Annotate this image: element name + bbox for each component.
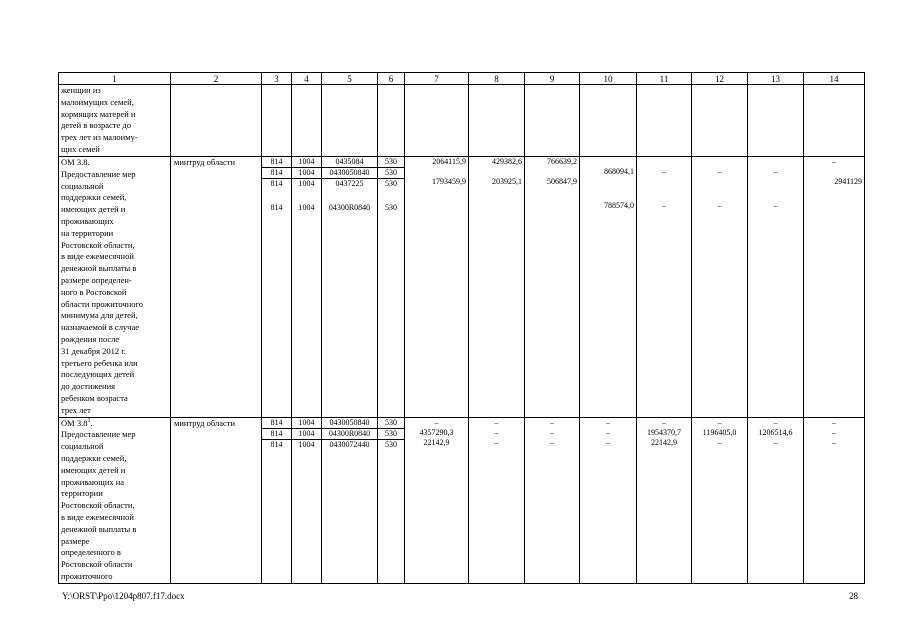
description-line: социальной	[61, 180, 104, 191]
amount-value: –	[832, 437, 836, 447]
empty-cell	[804, 85, 865, 157]
col-header: 3	[262, 73, 292, 85]
col-header: 9	[525, 73, 580, 85]
code-value: 814	[270, 179, 283, 188]
amount-value: –	[717, 437, 722, 447]
amount-cell	[525, 417, 580, 583]
description-line: проживающих на	[61, 476, 125, 487]
amount-value: –	[717, 167, 722, 176]
amount-value: 788574,0	[604, 201, 634, 210]
amount-value	[748, 157, 803, 167]
description-line: третьего ребенка или	[61, 357, 138, 368]
code-value: 04300R0840	[322, 429, 377, 440]
amount-value: 1954370,7	[647, 427, 681, 437]
amount-value: –	[434, 417, 439, 427]
description-line: щих семей	[61, 143, 100, 154]
amount-value	[469, 167, 524, 177]
amount-value: 506847,9	[547, 177, 577, 186]
description-line: Предоставление мер	[61, 429, 136, 440]
amount-cell	[748, 157, 804, 418]
description-line: Ростовской области,	[61, 239, 135, 250]
amount-cell	[469, 157, 525, 418]
amount-value: –	[550, 417, 554, 427]
amount-value: 203925,1	[492, 177, 522, 186]
executor-cell: минтруд области	[171, 157, 262, 418]
code-value: 530	[385, 203, 397, 212]
amount-value	[637, 157, 691, 167]
empty-cell	[580, 85, 637, 157]
budget-cell	[262, 157, 292, 418]
description-line: Ростовской области	[61, 559, 133, 570]
amount-value	[580, 177, 636, 187]
description-line: в виде ежемесячной	[61, 511, 134, 522]
amount-value: 4357290,3	[419, 427, 454, 437]
description-line: последующих детей	[61, 369, 135, 380]
description-line: проживающих	[61, 215, 114, 226]
amount-value	[804, 167, 864, 177]
budget-cell	[378, 417, 405, 583]
description-line: определенного в	[61, 547, 121, 558]
amount-value: 2941129	[834, 177, 862, 186]
amount-cell	[580, 157, 637, 418]
amount-cell	[525, 157, 580, 418]
description-line: прожиточного	[61, 570, 113, 581]
amount-value: –	[606, 427, 610, 437]
description-line: территории	[61, 488, 103, 499]
code-value: 1004	[298, 203, 315, 212]
col-header: 6	[378, 73, 405, 85]
budget-table	[58, 72, 865, 584]
description-line: 31 декабря 2012 г.	[61, 345, 126, 356]
amount-value: 22142,9	[423, 437, 450, 447]
empty-cell	[262, 85, 292, 157]
amount-cell	[692, 157, 748, 418]
amount-value: –	[662, 201, 666, 210]
measure-label-end: .	[90, 417, 93, 428]
amount-cell	[748, 417, 804, 583]
amount-cell	[637, 157, 692, 418]
amount-value: –	[606, 437, 610, 447]
description-line: ОМ 3.8.	[61, 157, 90, 167]
col-header: 12	[692, 73, 748, 85]
col-header: 8	[469, 73, 525, 85]
description-line: трех лет из малоиму-	[61, 132, 138, 143]
description-line: ного в Ростовской	[61, 286, 127, 297]
code-value: 04300R0840	[328, 203, 371, 212]
code-value: 1004	[298, 179, 315, 188]
code-value: 0430050840	[322, 418, 377, 429]
description-line: социальной	[61, 441, 104, 452]
table-row-om-3-8-1	[59, 417, 865, 583]
empty-cell	[405, 85, 469, 157]
code-value: 530	[378, 157, 404, 168]
code-value: 814	[262, 418, 291, 429]
code-value: 814	[262, 429, 291, 440]
code-value: 0435084	[322, 157, 377, 168]
measure-description-cell	[59, 157, 171, 418]
code-value: 0430050840	[322, 168, 377, 179]
amount-value: –	[550, 427, 554, 437]
amount-value: –	[773, 437, 778, 447]
code-value: 814	[262, 168, 291, 179]
col-header: 11	[637, 73, 692, 85]
col-header: 14	[804, 73, 865, 85]
empty-cell	[525, 85, 580, 157]
code-value: 530	[385, 439, 397, 449]
description-line: Ростовской области,	[61, 500, 135, 511]
code-value: 1004	[298, 439, 315, 449]
description-line: в виде ежемесячной	[61, 251, 134, 262]
amount-value	[748, 177, 803, 187]
description-line: денежной выплаты в	[61, 523, 137, 534]
amount-value: –	[832, 427, 836, 437]
code-value: 814	[270, 439, 283, 449]
amount-value: –	[832, 157, 836, 166]
code-value: 814	[270, 203, 283, 212]
empty-cell	[469, 85, 525, 157]
description-line: женщин из	[61, 85, 101, 95]
code-value: 530	[385, 179, 397, 188]
empty-cell	[692, 85, 748, 157]
amount-value: 1206514,6	[758, 427, 793, 437]
code-value: 814	[262, 157, 291, 168]
code-value: 0437225	[335, 179, 364, 188]
description-line: поддержки семей,	[61, 452, 127, 463]
amount-value: –	[662, 417, 666, 427]
budget-cell	[322, 417, 378, 583]
description-line: поддержки семей,	[61, 192, 127, 203]
amount-value	[637, 177, 691, 187]
code-value: 1004	[292, 168, 321, 179]
description-line: Предоставление мер	[61, 168, 136, 179]
measure-description-cell	[59, 85, 171, 157]
amount-value: –	[494, 417, 499, 427]
amount-value	[580, 157, 636, 167]
amount-cell	[692, 417, 748, 583]
code-value: 1004	[292, 429, 321, 440]
col-header: 4	[292, 73, 322, 85]
amount-value: –	[773, 167, 778, 176]
code-value: 530	[378, 168, 404, 179]
amount-value: 1196405,0	[702, 427, 737, 437]
amount-value: –	[662, 167, 666, 176]
amount-cell	[580, 417, 637, 583]
table-row-om-3-8	[59, 157, 865, 418]
executor-cell: минтруд области	[171, 417, 262, 583]
description-line: имеющих детей и	[61, 464, 126, 475]
description-line: кормящих матерей и	[61, 108, 136, 119]
budget-cell	[292, 417, 322, 583]
description-line: минимума для детей,	[61, 310, 138, 321]
amount-value: 766639,2	[547, 157, 577, 166]
code-value: 1004	[292, 157, 321, 168]
amount-cell	[405, 157, 469, 418]
code-value: 1004	[292, 418, 321, 429]
description-line: до достижения	[61, 381, 116, 392]
amount-value: –	[494, 427, 499, 437]
measure-label-main: ОМ 3.8	[61, 417, 88, 428]
description-line: назначаемой в случае	[61, 322, 140, 333]
col-header: 10	[580, 73, 637, 85]
amount-value: –	[717, 201, 722, 210]
description-line: трех лет	[61, 404, 91, 415]
description-line: имеющих детей и	[61, 204, 126, 215]
amount-cell	[804, 417, 865, 583]
measure-description-cell	[59, 417, 171, 583]
column-number-row	[59, 73, 865, 85]
measure-label	[61, 418, 168, 430]
amount-value	[405, 167, 468, 177]
col-header: 2	[171, 73, 262, 85]
description-line: области прожиточного	[61, 298, 144, 309]
amount-value: –	[773, 417, 778, 427]
amount-value: –	[494, 437, 499, 447]
measure-label-sup: 1	[87, 417, 91, 424]
code-value: 530	[378, 418, 404, 429]
amount-value: –	[832, 417, 836, 427]
description-line: размере определен-	[61, 274, 132, 285]
amount-value	[692, 157, 747, 167]
code-value: 530	[378, 429, 404, 440]
col-header: 5	[322, 73, 378, 85]
col-header: 1	[59, 73, 171, 85]
amount-cell	[469, 417, 525, 583]
empty-cell	[637, 85, 692, 157]
amount-value: –	[606, 417, 610, 427]
budget-cell	[322, 157, 378, 418]
amount-value	[525, 167, 579, 177]
empty-cell	[748, 85, 804, 157]
budget-cell	[262, 417, 292, 583]
empty-cell	[378, 85, 405, 157]
amount-value: –	[550, 437, 554, 447]
description-line: детей в возрасте до	[61, 120, 131, 131]
amount-value: –	[717, 417, 722, 427]
footer-file-path: Y:\ORST\Ppo\1204p807.f17.docx	[62, 591, 185, 601]
description-line: малоимущих семей,	[61, 96, 134, 107]
col-header: 7	[405, 73, 469, 85]
page-number: 28	[849, 591, 858, 601]
amount-cell	[637, 417, 692, 583]
amount-value: 2064115,9	[432, 157, 466, 166]
amount-cell	[405, 417, 469, 583]
description-line: денежной выплаты в	[61, 263, 137, 274]
description-line: рождения после	[61, 333, 120, 344]
amount-cell	[804, 157, 865, 418]
code-value: 0430072440	[329, 439, 370, 449]
amount-value: 22142,9	[651, 437, 677, 447]
amount-value: –	[773, 201, 778, 210]
empty-cell	[322, 85, 378, 157]
col-header: 13	[748, 73, 804, 85]
amount-value: 1793459,9	[432, 177, 466, 186]
amount-value	[692, 177, 747, 187]
budget-cell	[292, 157, 322, 418]
empty-cell	[171, 85, 262, 157]
table-row-continued	[59, 85, 865, 157]
empty-cell	[292, 85, 322, 157]
amount-value: 868094,1	[604, 167, 634, 176]
description-line: ребенком возраста	[61, 392, 128, 403]
amount-value: 429382,6	[492, 157, 522, 166]
description-line: размере	[61, 535, 90, 546]
budget-cell	[378, 157, 405, 418]
description-line: на территории	[61, 227, 114, 238]
